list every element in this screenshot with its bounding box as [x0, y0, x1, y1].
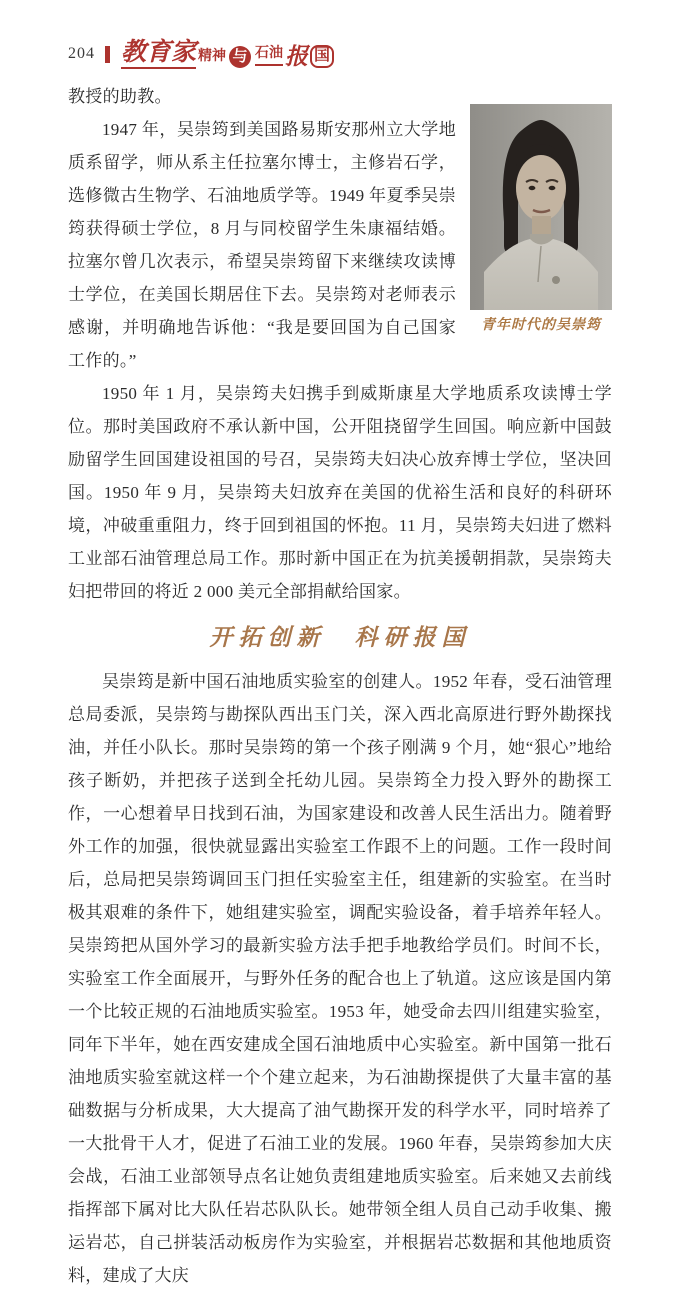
- body-paragraph: 1950 年 1 月，吴崇筠夫妇携手到威斯康星大学地质系攻读博士学位。那时美国政府不承认新中国，公开阻挠留学生回国。响应新中国鼓励留学生回国建设祖国的号召，吴崇筠夫妇决心放弃博士学位，坚决回国。1950 年 9 月，吴崇筠夫妇放弃在美国的优裕生活和良好的科研环境，冲破重重阻力，终于回到祖国的怀抱。11 月，吴崇筠夫妇进了燃料工业部石油管理总局工作。那时新中国正在为抗美援朝捐款，吴崇筠夫妇把带回的将近 2 000 美元全部捐献给国家。: [68, 384, 612, 601]
- book-title-part-educator: 教育家: [121, 40, 196, 69]
- portrait-photo: [470, 104, 612, 310]
- photo-caption: 青年时代的吴崇筠: [481, 318, 601, 333]
- book-title-logo: [121, 40, 334, 69]
- book-title-circle-yu: 与: [229, 46, 251, 68]
- book-title-part-petroleum: 石油: [255, 45, 283, 66]
- book-title-part-spirit: 精神: [198, 48, 227, 64]
- page-header: [68, 38, 612, 70]
- header-divider-bar: [105, 46, 110, 63]
- book-title-part-serve: 报: [285, 43, 309, 69]
- body-paragraph: 1947 年，吴崇筠到美国路易斯安那州立大学地质系留学，师从系主任拉塞尔博士，主修岩石学，选修微古生物学、石油地质学等。1949 年夏季吴崇筠获得硕士学位，8 月与同校留学生朱康福结婚。拉塞尔曾几次表示，希望吴崇筠留下来继续攻读博士学位，在美国长期居住下去。吴崇筠对老师表示感谢，并明确地告诉他：“我是要回国为自己国家工作的。”: [68, 120, 456, 370]
- book-title-boxed-nation: 国: [310, 45, 334, 68]
- section-heading: 开拓创新 科研报国: [209, 625, 471, 650]
- portrait-figure: [470, 104, 612, 335]
- body-paragraph: 吴崇筠是新中国石油地质实验室的创建人。1952 年春，受石油管理总局委派，吴崇筠与勘探队西出玉门关，深入西北高原进行野外勘探找油，并任小队长。那时吴崇筠的第一个孩子刚满 9 个月，她“狠心”地给孩子断奶，并把孩子送到全托幼儿园。吴崇筠全力投入野外的勘探工作，一心想着早日找到石油，为国家建设和改善人民生活出力。随着野外工作的加强，很快就显露出实验室工作跟不上的问题。工作一段时间后，总局把吴崇筠调回玉门担任实验室主任，组建新的实验室。在当时极其艰难的条件下，她组建实验室，调配实验设备，着手培养年轻人。吴崇筠把从国外学习的最新实验方法手把手地教给学员们。时间不长，实验室工作全面展开，与野外任务的配合也上了轨道。这应该是国内第一个比较正规的石油地质实验室。1953 年，她受命去四川组建实验室，同年下半年，她在西安建成全国石油地质中心实验室。新中国第一批石油地质实验室就这样一个个建立起来，为石油勘探提供了大量丰富的基础数据与分析成果，大大提高了油气勘探开发的科学水平，同时培养了一大批骨干人才，促进了石油工业的发展。1960 年春，吴崇筠参加大庆会战，石油工业部领导点名让她负责组建地质实验室。后来她又去前线指挥部下属对比大队任岩芯队队长。她带领全组人员自己动手收集、搬运岩芯，自己拼装活动板房作为实验室，并根据岩芯数据和其他地质资料，建成了大庆: [68, 672, 612, 1285]
- page-number: 204: [68, 45, 95, 62]
- article-body: [68, 80, 612, 1292]
- body-paragraph: 教授的助教。: [68, 87, 172, 106]
